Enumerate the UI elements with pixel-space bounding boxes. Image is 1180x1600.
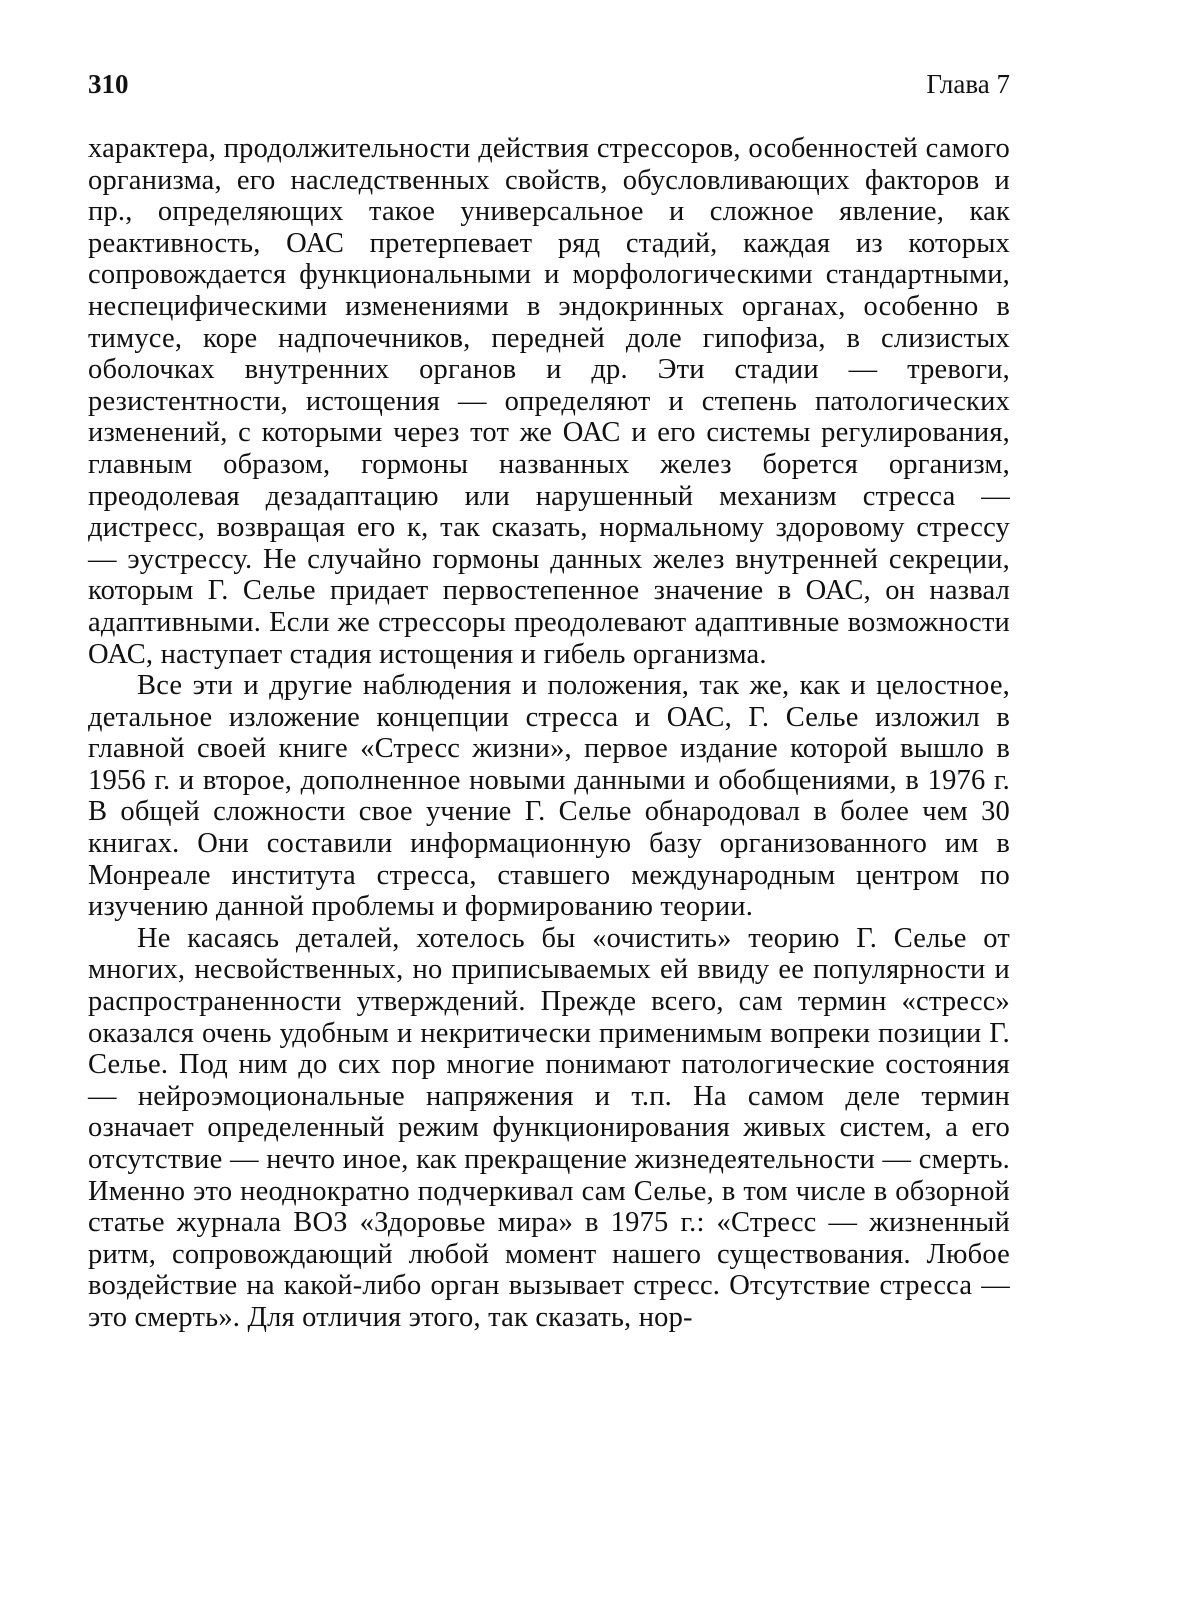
- chapter-running-head: Глава 7: [926, 69, 1010, 99]
- paragraph-stress-term: Не касаясь деталей, хотелось бы «очистить» теорию Г. Селье от многих, несвойственных, но приписываемых ей ввиду ее популярности и распространенности утверждений. Прежде всего, сам термин «стресс» оказался очень удобным и некритически применимым вопреки позиции Г. Селье. Под ним до сих пор многие понимают патологические состояния — нейроэмоциональные напряжения и т.п. На самом деле термин означает определенный режим функционирования живых систем, а его отсутствие — нечто иное, как прекращение жизнедеятельности — смерть. Именно это неоднократно подчеркивал сам Селье, в том числе в обзорной статье журнала ВОЗ «Здоровье мира» в 1975 г.: «Стресс — жизненный ритм, сопровождающий любой момент нашего существования. Любое воздействие на какой-либо орган вызывает стресс. Отсутствие стресса — это смерть». Для отличия этого, так сказать, нор-: [88, 922, 1010, 1333]
- page-number: 310: [88, 69, 129, 99]
- paragraph-selye-books: Все эти и другие наблюдения и положения, так же, как и целостное, детальное изложение концепции стресса и ОАС, Г. Селье изложил в главной своей книге «Стресс жизни», первое издание которой вышло в 1956 г. и второе, дополненное новыми данными и обобщениями, в 1976 г. В общей сложности свое учение Г. Селье обнародовал в более чем 30 книгах. Они составили информационную базу организованного им в Монреале института стресса, ставшего международным центром по изучению данной проблемы и формированию теории.: [88, 670, 1010, 923]
- page-header: [88, 66, 1010, 106]
- paragraph-continuation: характера, продолжительности действия стрессоров, особенностей самого организма, его наследственных свойств, обусловливающих факторов и пр., определяющих такое универсальное и сложное явление, как реактивность, ОАС претерпевает ряд стадий, каждая из которых сопровождается функциональными и морфологическими стандартными, неспецифическими изменениями в эндокринных органах, особенно в тимусе, коре надпочечников, передней доле гипофиза, в слизистых оболочках внутренних органов и др. Эти стадии — тревоги, резистентности, истощения — определяют и степень патологических изменений, с которыми через тот же ОАС и его системы регулирования, главным образом, гормоны названных желез борется организм, преодолевая дезадаптацию или нарушенный механизм стресса — дистресс, возвращая его к, так сказать, нормальному здоровому стрессу — эустрессу. Не случайно гормоны данных желез внутренней секреции, которым Г. Селье придает первостепенное значение в ОАС, он назвал адаптивными. Если же стрессоры преодолевают адаптивные возможности ОАС, наступает стадия истощения и гибель организма.: [88, 133, 1010, 670]
- body-text: [88, 133, 1010, 1334]
